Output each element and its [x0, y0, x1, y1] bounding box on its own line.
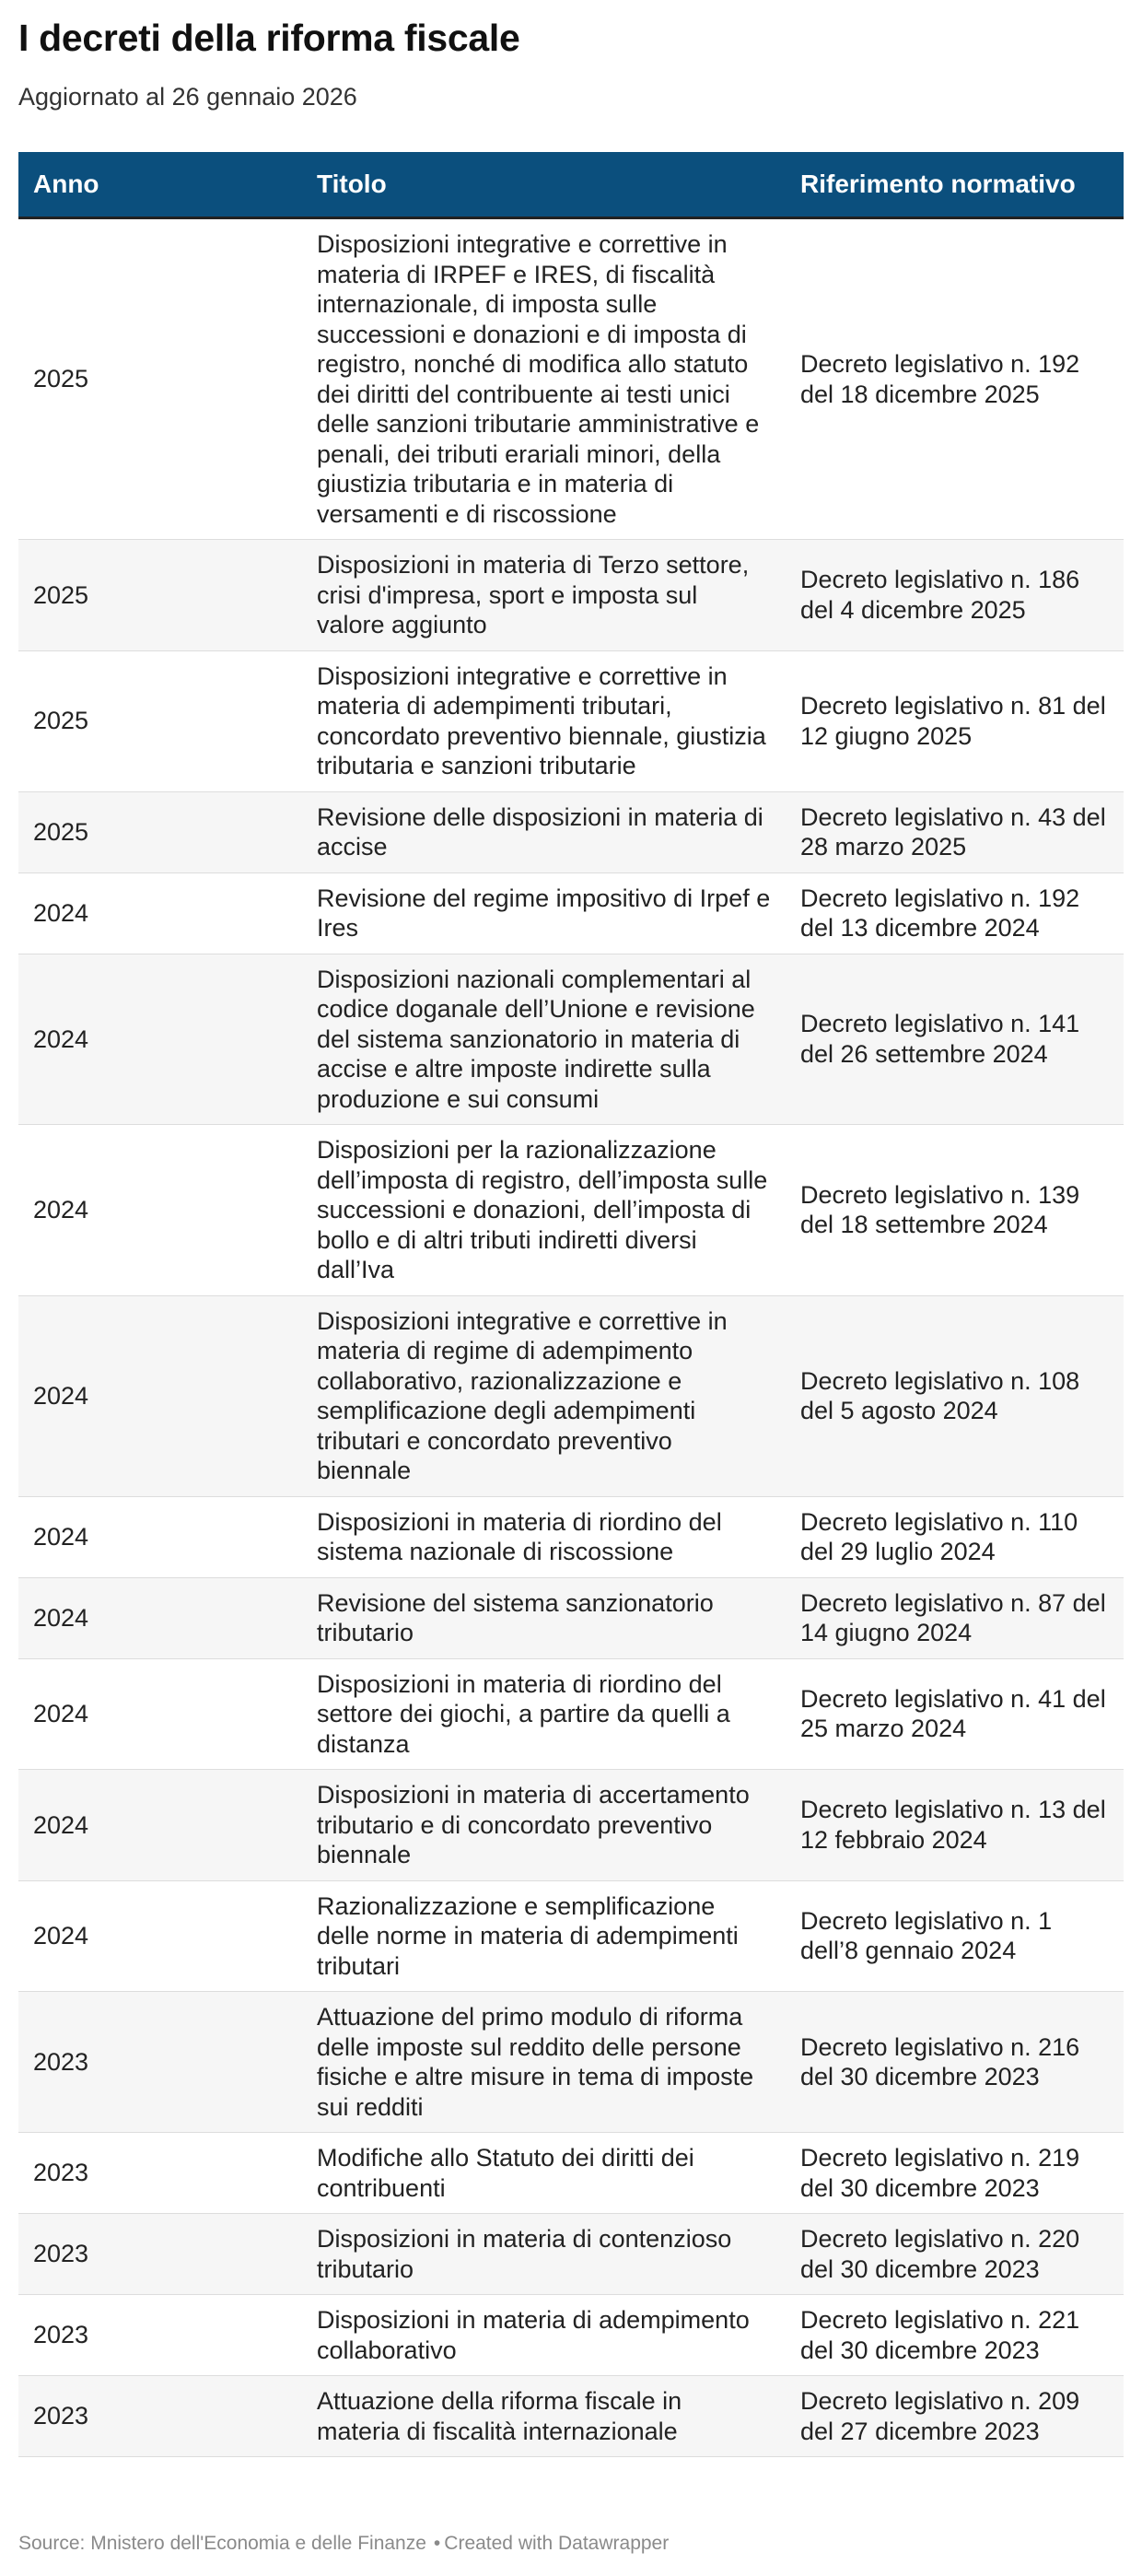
column-header-anno[interactable]: Anno	[18, 152, 302, 218]
credit-note: Created with Datawrapper	[444, 2533, 670, 2554]
table-row	[18, 2295, 1124, 2376]
cell-anno: 2023	[18, 1992, 302, 2133]
table-row	[18, 1577, 1124, 1658]
table-row	[18, 1496, 1124, 1577]
cell-titolo: Revisione delle disposizioni in materia di accise	[302, 791, 786, 872]
table-header	[18, 152, 1124, 218]
cell-riferimento: Decreto legislativo n. 108 del 5 agosto 2024	[786, 1295, 1124, 1496]
column-header-titolo[interactable]: Titolo	[302, 152, 786, 218]
cell-anno: 2024	[18, 1577, 302, 1658]
cell-riferimento: Decreto legislativo n. 81 del 12 giugno 2025	[786, 650, 1124, 791]
cell-anno: 2025	[18, 650, 302, 791]
table-row	[18, 954, 1124, 1125]
table-row	[18, 872, 1124, 954]
column-header-riferimento[interactable]: Riferimento normativo	[786, 152, 1124, 218]
cell-titolo: Attuazione del primo modulo di riforma delle imposte sul reddito delle persone fisiche e altre misure in tema di imposte sui redditi	[302, 1992, 786, 2133]
table-row	[18, 2133, 1124, 2214]
page-subtitle: Aggiornato al 26 gennaio 2026	[18, 83, 357, 111]
cell-anno: 2023	[18, 2376, 302, 2457]
source-note: Source: Mnistero dell'Economia e delle Finanze	[18, 2533, 426, 2554]
cell-anno: 2024	[18, 872, 302, 954]
table-row	[18, 218, 1124, 540]
cell-titolo: Disposizioni per la razionalizzazione dell’imposta di registro, dell’imposta sulle successioni e donazioni, dell’imposta di bollo e di altri tributi indiretti diversi dall’Iva	[302, 1125, 786, 1296]
table-row	[18, 2376, 1124, 2457]
cell-anno: 2024	[18, 1880, 302, 1992]
table-row	[18, 1992, 1124, 2133]
table-row	[18, 2214, 1124, 2295]
cell-titolo: Disposizioni nazionali complementari al codice doganale dell’Unione e revisione del sistema sanzionatorio in materia di accise e altre imposte indirette sulla produzione e sui consumi	[302, 954, 786, 1125]
cell-riferimento: Decreto legislativo n. 1 dell’8 gennaio 2024	[786, 1880, 1124, 1992]
cell-riferimento: Decreto legislativo n. 110 del 29 luglio 2024	[786, 1496, 1124, 1577]
cell-titolo: Modifiche allo Statuto dei diritti dei contribuenti	[302, 2133, 786, 2214]
table-row	[18, 1295, 1124, 1496]
cell-titolo: Disposizioni in materia di riordino del sistema nazionale di riscossione	[302, 1496, 786, 1577]
decrees-table	[18, 152, 1124, 2457]
cell-riferimento: Decreto legislativo n. 219 del 30 dicembre 2023	[786, 2133, 1124, 2214]
cell-titolo: Disposizioni in materia di contenzioso tributario	[302, 2214, 786, 2295]
cell-riferimento: Decreto legislativo n. 41 del 25 marzo 2024	[786, 1658, 1124, 1770]
cell-titolo: Disposizioni integrative e correttive in materia di regime di adempimento collaborativo, razionalizzazione e semplificazione degli adempimenti tributari e concordato preventivo biennale	[302, 1295, 786, 1496]
cell-anno: 2024	[18, 1125, 302, 1296]
cell-titolo: Disposizioni in materia di Terzo settore, crisi d'impresa, sport e imposta sul valore aggiunto	[302, 540, 786, 651]
cell-riferimento: Decreto legislativo n. 192 del 13 dicembre 2024	[786, 872, 1124, 954]
table-row	[18, 650, 1124, 791]
cell-titolo: Disposizioni in materia di adempimento collaborativo	[302, 2295, 786, 2376]
footer	[18, 2533, 669, 2555]
cell-titolo: Disposizioni integrative e correttive in materia di IRPEF e IRES, di fiscalità internazionale, di imposta sulle successioni e donazioni e di imposta di registro, nonché di modifica allo statuto dei diritti del contribuente ai testi unici delle sanzioni tributarie amministrative e penali, dei tributi erariali minori, della giustizia tributaria e in materia di versamenti e di riscossione	[302, 218, 786, 540]
cell-anno: 2023	[18, 2133, 302, 2214]
cell-anno: 2025	[18, 540, 302, 651]
cell-riferimento: Decreto legislativo n. 192 del 18 dicembre 2025	[786, 218, 1124, 540]
cell-anno: 2024	[18, 1658, 302, 1770]
cell-titolo: Disposizioni in materia di riordino del settore dei giochi, a partire da quelli a distanza	[302, 1658, 786, 1770]
table-body	[18, 218, 1124, 2457]
cell-riferimento: Decreto legislativo n. 186 del 4 dicembre 2025	[786, 540, 1124, 651]
cell-riferimento: Decreto legislativo n. 139 del 18 settembre 2024	[786, 1125, 1124, 1296]
table-header-row	[18, 152, 1124, 218]
cell-titolo: Disposizioni integrative e correttive in materia di adempimenti tributari, concordato preventivo biennale, giustizia tributaria e sanzioni tributarie	[302, 650, 786, 791]
cell-anno: 2024	[18, 1496, 302, 1577]
footer-separator: •	[433, 2533, 441, 2554]
cell-riferimento: Decreto legislativo n. 221 del 30 dicembre 2023	[786, 2295, 1124, 2376]
table-row	[18, 791, 1124, 872]
table-row	[18, 540, 1124, 651]
cell-riferimento: Decreto legislativo n. 216 del 30 dicembre 2023	[786, 1992, 1124, 2133]
cell-titolo: Revisione del regime impositivo di Irpef e Ires	[302, 872, 786, 954]
cell-anno: 2025	[18, 218, 302, 540]
cell-anno: 2024	[18, 954, 302, 1125]
cell-titolo: Revisione del sistema sanzionatorio tributario	[302, 1577, 786, 1658]
cell-anno: 2024	[18, 1295, 302, 1496]
cell-anno: 2024	[18, 1770, 302, 1881]
cell-riferimento: Decreto legislativo n. 209 del 27 dicembre 2023	[786, 2376, 1124, 2457]
cell-anno: 2023	[18, 2295, 302, 2376]
cell-riferimento: Decreto legislativo n. 220 del 30 dicembre 2023	[786, 2214, 1124, 2295]
cell-riferimento: Decreto legislativo n. 87 del 14 giugno 2024	[786, 1577, 1124, 1658]
table-row	[18, 1658, 1124, 1770]
cell-titolo: Disposizioni in materia di accertamento tributario e di concordato preventivo biennale	[302, 1770, 786, 1881]
cell-riferimento: Decreto legislativo n. 13 del 12 febbraio 2024	[786, 1770, 1124, 1881]
table-row	[18, 1125, 1124, 1296]
page-title: I decreti della riforma fiscale	[18, 17, 520, 59]
cell-titolo: Razionalizzazione e semplificazione delle norme in materia di adempimenti tributari	[302, 1880, 786, 1992]
cell-riferimento: Decreto legislativo n. 141 del 26 settembre 2024	[786, 954, 1124, 1125]
cell-titolo: Attuazione della riforma fiscale in materia di fiscalità internazionale	[302, 2376, 786, 2457]
cell-anno: 2025	[18, 791, 302, 872]
cell-riferimento: Decreto legislativo n. 43 del 28 marzo 2025	[786, 791, 1124, 872]
cell-anno: 2023	[18, 2214, 302, 2295]
table-row	[18, 1770, 1124, 1881]
table-row	[18, 1880, 1124, 1992]
